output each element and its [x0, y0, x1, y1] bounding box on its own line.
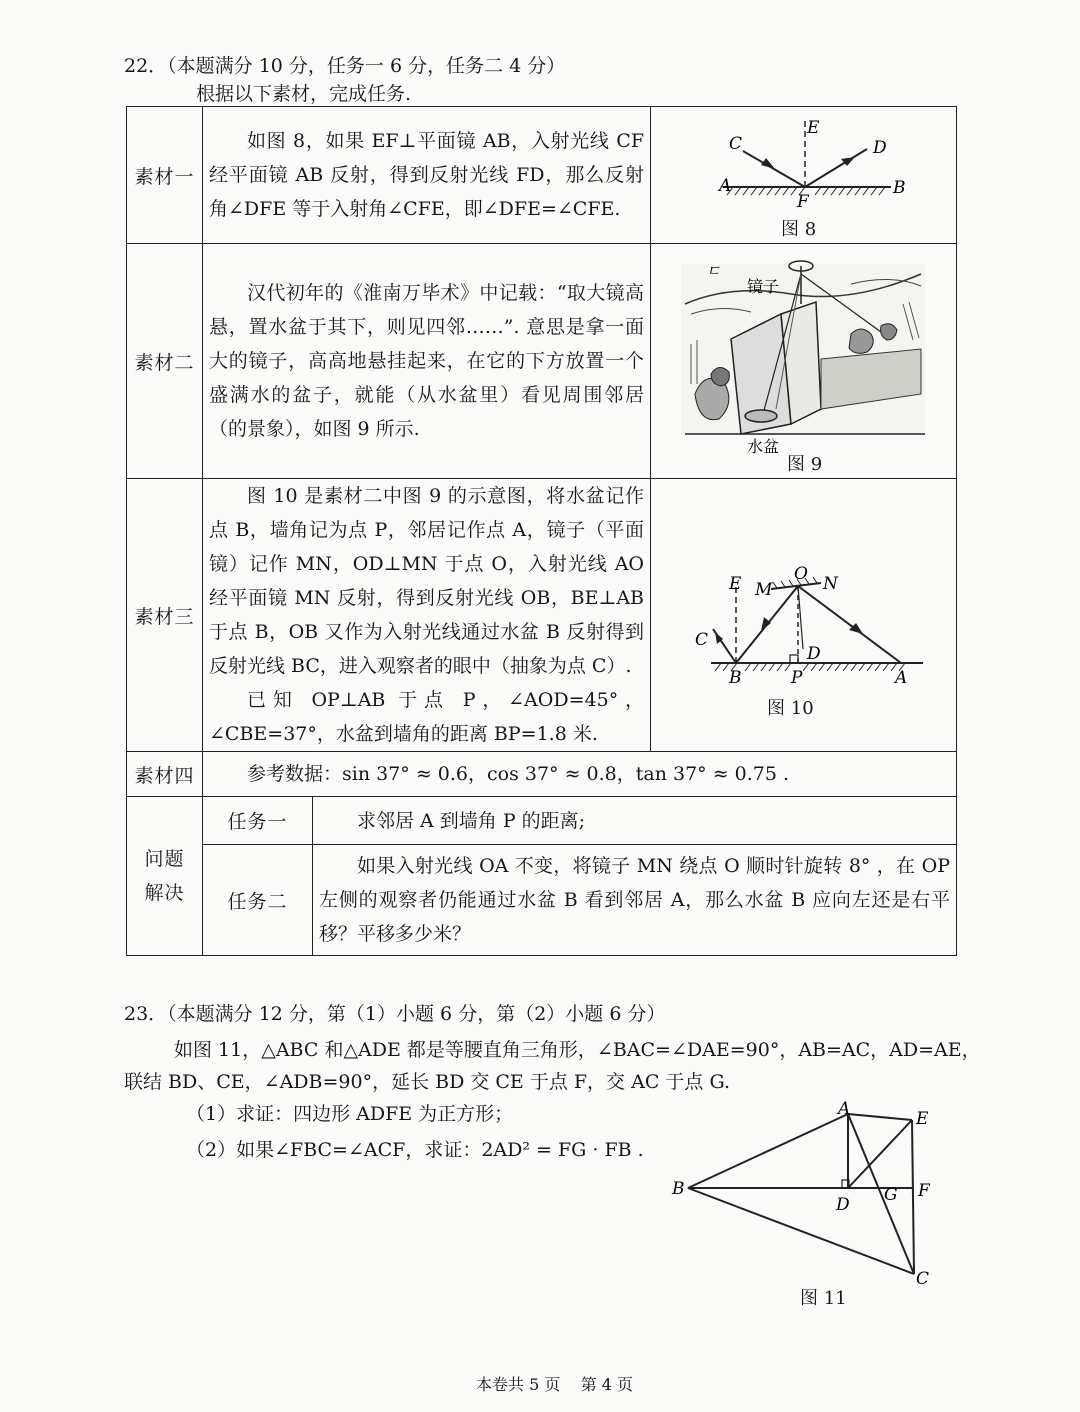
tasks-label-line2: 解决: [144, 882, 185, 904]
fig11-point-B: B: [672, 1179, 685, 1199]
material-3-text-2: 已知 OP⊥AB 于点 P，∠AOD=45°，∠CBE=37°，水盆到墙角的距离 BP=1.8 米.: [209, 689, 645, 745]
q22-intro: 根据以下素材，完成任务.: [196, 83, 412, 105]
fig10-point-O: O: [794, 564, 808, 584]
figure-10-caption: 图 10: [767, 698, 814, 719]
figure-10: [651, 479, 957, 752]
material-3-label-text: 素材三: [134, 605, 195, 628]
figure-11: [660, 1100, 950, 1310]
task-1-text: 求邻居 A 到墙角 P 的距离;: [313, 797, 957, 845]
task-2-text: 如果入射光线 OA 不变，将镜子 MN 绕点 O 顺时针旋转 8° ，在 OP 左侧的观察者仍能通过水盆 B 看到邻居 A，那么水盆 B 应向左还是右平移？平移多少米？: [313, 845, 957, 956]
q23-line2: 联结 BD、CE，∠ADB=90°，延长 BD 交 CE 于点 F，交 AC 于点 G.: [124, 1071, 730, 1093]
q23-part2: （2）如果∠FBC=∠ACF，求证：2AD² = FG · FB .: [186, 1139, 644, 1161]
q23-header: 23．（本题满分 12 分，第（1）小题 6 分，第（2）小题 6 分）: [124, 1003, 666, 1025]
svg-text:ㄷ: ㄷ: [706, 262, 721, 280]
fig8-point-B: B: [893, 178, 906, 198]
fig9-label-basin: 水盆: [747, 437, 780, 456]
fig10-point-N: N: [823, 574, 838, 594]
fig11-point-E: E: [916, 1109, 929, 1129]
task-2-label: 任务二: [203, 845, 313, 956]
fig8-point-F: F: [797, 192, 809, 212]
tasks-label: [127, 797, 203, 956]
fig10-point-P: P: [791, 668, 803, 688]
material-2-label: 素材二: [127, 244, 203, 479]
material-1-label: 素材一: [127, 107, 203, 244]
fig10-point-C: C: [695, 630, 709, 650]
fig10-point-E: E: [729, 574, 742, 594]
fig8-point-D: D: [873, 138, 887, 158]
figure-8-caption: 图 8: [781, 219, 817, 240]
figure-8: [651, 107, 957, 244]
fig11-point-D: D: [836, 1195, 850, 1215]
figure-9: [651, 244, 957, 479]
fig10-point-B: B: [729, 668, 742, 688]
task-1-label: 任务一: [203, 797, 313, 845]
fig9-label-mirror: 镜子: [747, 277, 780, 296]
fig10-point-A: A: [895, 668, 908, 688]
fig8-point-A: A: [719, 176, 732, 196]
fig11-point-G: G: [884, 1185, 898, 1205]
figure-11-caption: 图 11: [800, 1288, 847, 1309]
material-1-text: 如图 8，如果 EF⊥平面镜 AB，入射光线 CF 经平面镜 AB 反射，得到反射光线 FD，那么反射角∠DFE 等于入射角∠CFE，即∠DFE=∠CFE.: [203, 107, 651, 244]
material-3-label: [127, 479, 203, 752]
fig10-point-D: D: [807, 644, 821, 664]
fig11-point-A: A: [838, 1100, 851, 1119]
material-3-text: [203, 479, 651, 752]
fig11-point-C: C: [916, 1269, 930, 1289]
material-3-text-1: 图 10 是素材二中图 9 的示意图，将水盆记作点 B，墙角记为点 P，邻居记作点 A，镜子（平面镜）记作 MN，OD⊥MN 于点 O，入射光线 AO 经平面镜 MN 反射，得到反射光线 OB，BE⊥AB 于点 B，OB 又作为入射光线通过水盆 B 反射得到反射光线 BC，进入观察者的眼中（抽象为点 C）.: [209, 485, 645, 677]
fig11-point-F: F: [918, 1181, 930, 1201]
q22-header: 22．（本题满分 10 分，任务一 6 分，任务二 4 分）: [124, 55, 566, 77]
fig8-point-C: C: [729, 134, 743, 154]
fig10-point-M: M: [755, 580, 773, 600]
fig8-point-E: E: [807, 118, 820, 138]
page-footer: 本卷共 5 页 第 4 页: [476, 1375, 634, 1394]
q23-line1: 如图 11，△ABC 和△ADE 都是等腰直角三角形，∠BAC=∠DAE=90°，AB=AC，AD=AE，: [174, 1039, 981, 1061]
figure-9-illustration: [651, 244, 955, 477]
material-4-text: 参考数据：sin 37° ≈ 0.6，cos 37° ≈ 0.8，tan 37° ≈ 0.75 .: [203, 752, 957, 797]
figure-9-caption: 图 9: [787, 454, 823, 475]
material-2-text: 汉代初年的《淮南万毕术》中记载：“取大镜高悬，置水盆于其下，则见四邻……”. 意思是拿一面大的镜子，高高地悬挂起来，在它的下方放置一个盛满水的盆子，就能（从水盆里）看见周围邻居（的景象），如图 9 所示.: [203, 244, 651, 479]
q23-part1: （1）求证：四边形 ADFE 为正方形；: [186, 1103, 514, 1125]
materials-table: [126, 106, 957, 956]
tasks-label-line1: 问题: [144, 848, 185, 870]
material-4-label: 素材四: [127, 752, 203, 797]
